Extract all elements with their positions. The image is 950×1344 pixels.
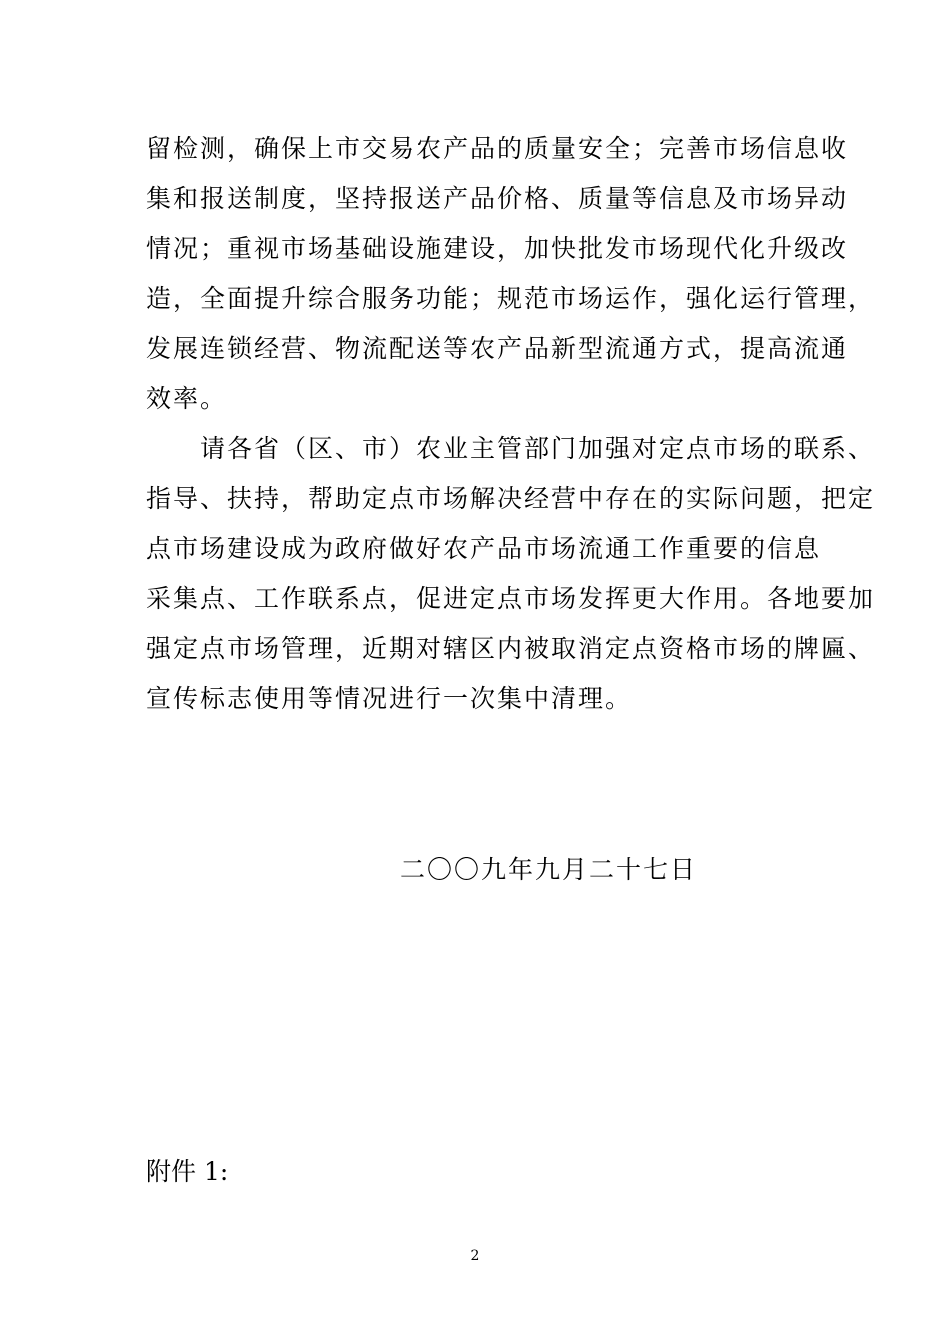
paragraph-line: 指导、扶持，帮助定点市场解决经营中存在的实际问题，把定 [146,484,876,513]
paragraph-line: 发展连锁经营、物流配送等农产品新型流通方式，提高流通 [146,334,849,363]
body-paragraph-1 [146,124,876,424]
signature-date: 二〇〇九年九月二十七日 [400,855,698,884]
paragraph-line: 采集点、工作联系点，促进定点市场发挥更大作用。各地要加 [146,584,876,613]
paragraph-line: 留检测，确保上市交易农产品的质量安全；完善市场信息收 [146,134,849,163]
paragraph-line: 强定点市场管理，近期对辖区内被取消定点资格市场的牌匾、 [146,634,876,663]
attachment-label: 附件 1: [146,1157,229,1186]
paragraph-line: 宣传标志使用等情况进行一次集中清理。 [146,684,633,713]
page-number: 2 [470,1248,480,1264]
body-paragraph-2 [146,424,876,724]
paragraph-line: 造，全面提升综合服务功能；规范市场运作，强化运行管理， [146,284,876,313]
paragraph-line: 情况；重视市场基础设施建设，加快批发市场现代化升级改 [146,234,849,263]
paragraph-line: 点市场建设成为政府做好农产品市场流通工作重要的信息 [146,534,822,563]
paragraph-line: 效率。 [146,384,228,413]
paragraph-line: 集和报送制度，坚持报送产品价格、质量等信息及市场异动 [146,184,849,213]
paragraph-line: 请各省（区、市）农业主管部门加强对定点市场的联系、 [146,434,876,463]
